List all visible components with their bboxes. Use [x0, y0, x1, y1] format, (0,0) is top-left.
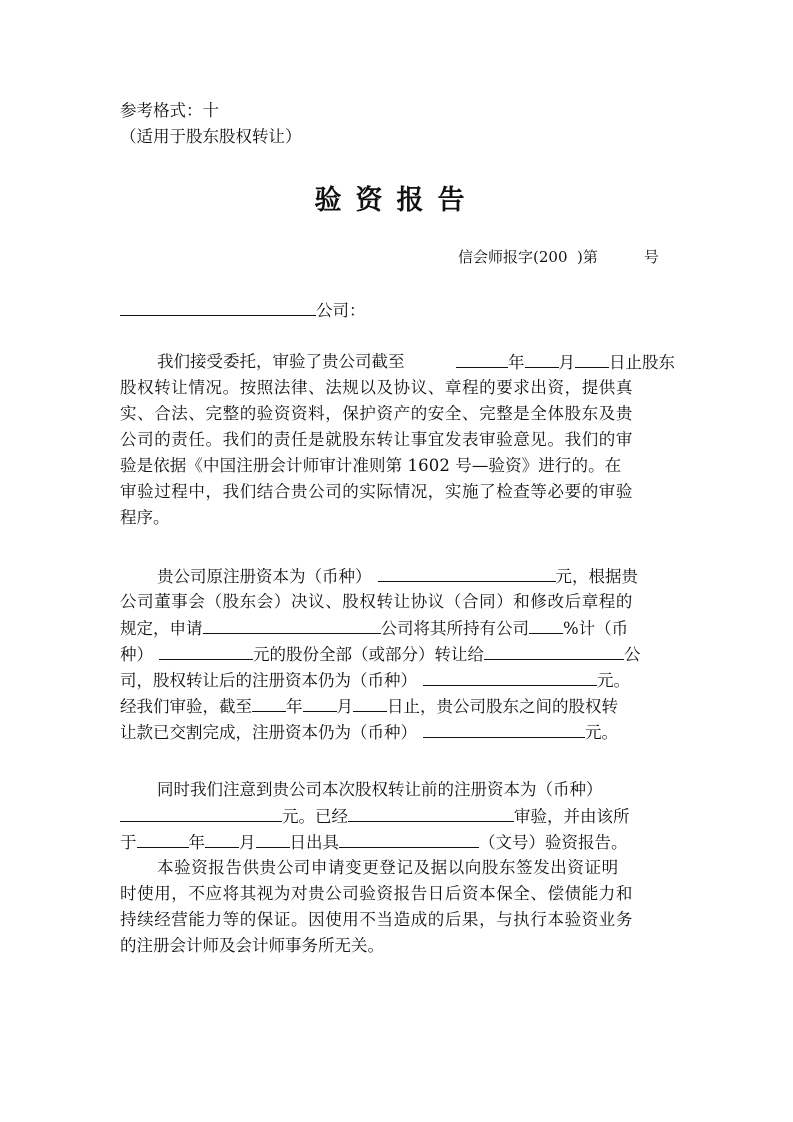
p1-line-6: 审验过程中，我们结合贵公司的实际情况，实施了检查等必要的审验: [120, 482, 633, 501]
percent-blank[interactable]: [529, 617, 563, 634]
text: 规定，申请: [120, 619, 203, 638]
p2-line-1: [120, 565, 638, 588]
company-name-blank[interactable]: [120, 299, 316, 316]
p2-line-7: [120, 721, 618, 744]
post-transfer-capital-blank[interactable]: [423, 669, 597, 686]
original-capital-blank[interactable]: [378, 565, 556, 582]
p2-line-2: 公司董事会（股东会）决议、股权转让协议（合同）和修改后章程的: [120, 592, 633, 611]
text: 经我们审验，截至: [120, 697, 252, 716]
text: 月: [239, 833, 256, 852]
text: 元。: [585, 723, 618, 742]
day-blank[interactable]: [353, 695, 387, 712]
p4-line-2: 时使用，不应将其视为对贵公司验资报告日后资本保全、偿债能力和: [120, 884, 633, 903]
p2-line-4: [120, 643, 641, 666]
month-blank[interactable]: [525, 351, 559, 368]
p3-line-1: 同时我们注意到贵公司本次股权转让前的注册资本为（币种）: [157, 780, 603, 799]
p2-line-6: [120, 695, 618, 718]
text: 月: [558, 353, 575, 372]
text: 公司将其所持有公司: [380, 619, 529, 638]
pre-transfer-capital-blank[interactable]: [120, 805, 282, 822]
text: 元的股份全部（或部分）转让给: [253, 645, 484, 664]
reference-mid: )第: [567, 248, 598, 266]
text: 元。: [597, 671, 630, 690]
month-blank[interactable]: [205, 831, 239, 848]
text: 贵公司原注册资本为（币种）: [157, 567, 372, 586]
text: 司，股权转让后的注册资本仍为（币种）: [120, 671, 417, 690]
year-blank[interactable]: [137, 831, 189, 848]
addressee-line: [120, 299, 366, 322]
p1-line-4: 公司的责任。我们的责任是就股东转让事宜发表审验意见。我们的审: [120, 430, 633, 449]
text: 月: [336, 697, 353, 716]
p4-line-3: 持续经营能力等的保证。因使用不当造成的后果，与执行本验资业务: [120, 910, 633, 929]
p1-line-2: 股权转让情况。按照法律、法规以及协议、章程的要求出资，提供真: [120, 378, 633, 397]
text: 元，根据贵: [555, 567, 638, 586]
year-blank[interactable]: [252, 695, 286, 712]
reference-suffix: 号: [643, 248, 659, 266]
day-blank[interactable]: [256, 831, 290, 848]
addressee-suffix: 公司：: [316, 301, 366, 320]
transferor-blank[interactable]: [203, 617, 381, 634]
year-blank[interactable]: [456, 351, 508, 368]
registered-capital-blank[interactable]: [423, 721, 585, 738]
text: 元。已经: [282, 807, 348, 826]
month-blank[interactable]: [303, 695, 337, 712]
format-label: 参考格式：十: [120, 101, 219, 120]
text: 日止股东: [609, 353, 675, 372]
p3-line-3: [120, 831, 628, 854]
p3-line-2: [120, 805, 630, 828]
audit-firm-blank[interactable]: [348, 805, 514, 822]
p4-line-1: 本验资报告供贵公司申请变更登记及据以向股东签发出资证明: [157, 858, 619, 877]
document-number-blank[interactable]: [339, 831, 479, 848]
p2-line-5: [120, 669, 630, 692]
p4-line-4: 的注册会计师及会计师事务所无关。: [120, 936, 384, 955]
text: 种）: [120, 645, 153, 664]
text: 日出具: [289, 833, 339, 852]
share-amount-blank[interactable]: [159, 643, 253, 660]
text: 年: [188, 833, 205, 852]
text: 日止，贵公司股东之间的股权转: [387, 697, 618, 716]
p1-line-7: 程序。: [120, 508, 170, 527]
text: %计（币: [563, 619, 629, 638]
p1-line-3: 实、合法、完整的验资资料，保护资产的安全、完整是全体股东及贵: [120, 404, 633, 423]
day-blank[interactable]: [575, 351, 609, 368]
text: 我们接受委托，审验了贵公司截至: [157, 352, 405, 371]
text: （文号）验资报告。: [479, 833, 628, 852]
reference-prefix: 信会师报字(200: [458, 248, 568, 266]
transferee-blank[interactable]: [484, 643, 624, 660]
p2-line-3: [120, 617, 628, 640]
p1-line-1: [120, 351, 675, 374]
text: 年: [286, 697, 303, 716]
document-title: 验资报告: [314, 185, 479, 216]
text: 于: [120, 833, 137, 852]
applicability-note: （适用于股东股权转让）: [120, 127, 302, 146]
text: 公: [624, 645, 641, 664]
text: 年: [508, 353, 525, 372]
text: 让款已交割完成，注册资本仍为（币种）: [120, 723, 417, 742]
p1-line-5: 验是依据《中国注册会计师审计准则第 1602 号—验资》进行的。在: [120, 456, 622, 475]
text: 审验，并由该所: [514, 807, 630, 826]
reference-number: [458, 246, 659, 267]
